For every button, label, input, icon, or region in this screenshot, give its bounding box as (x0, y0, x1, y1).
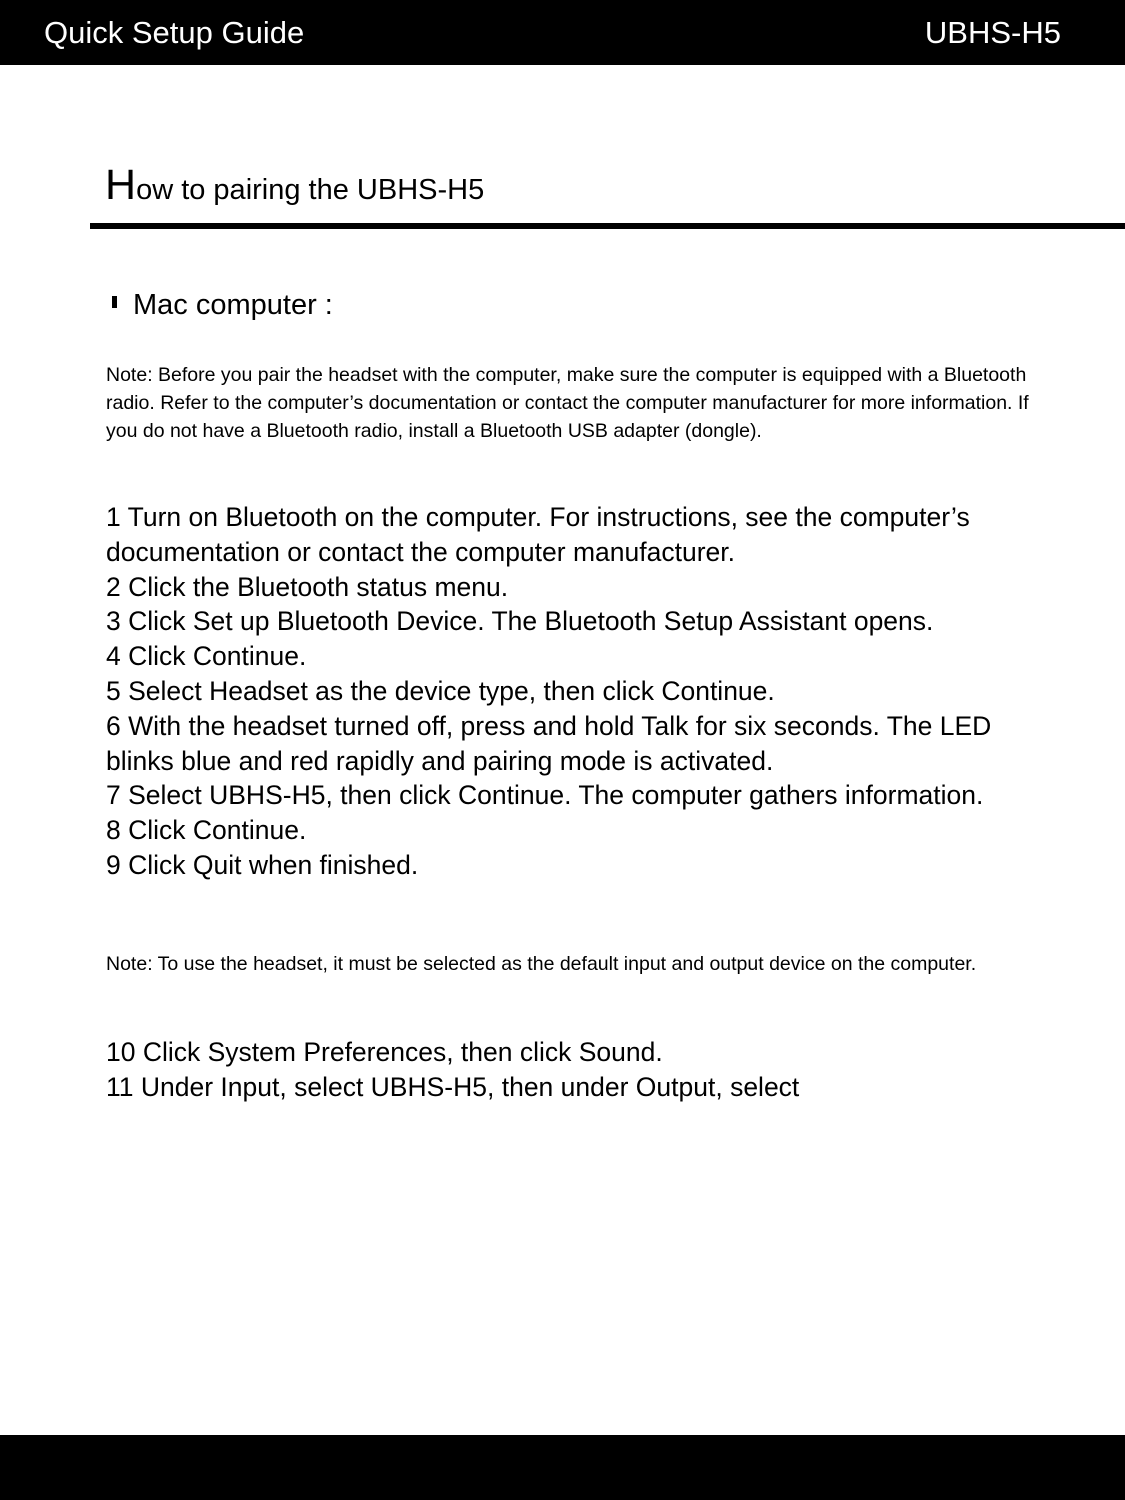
model-name: UBHS-H5 (924, 15, 1061, 50)
subsection-label: Mac computer : (133, 289, 333, 321)
steps-list (106, 500, 1036, 883)
step-item: 9 Click Quit when finished. (106, 849, 419, 880)
step-item: 2 Click the Bluetooth status menu. (106, 571, 509, 602)
title-divider (90, 223, 1125, 229)
step-item: 7 Select UBHS-H5, then click Continue. The computer gathers information. (106, 780, 984, 811)
footer-bar (0, 1435, 1125, 1500)
step-item: 3 Click Set up Bluetooth Device. The Bluetooth Setup Assistant opens. (106, 606, 934, 637)
step-item: 11 Under Input, select UBHS-H5, then under Output, select (106, 1071, 800, 1102)
subsection-heading (112, 287, 333, 323)
section-title-initial: H (105, 161, 137, 209)
step-item: 6 With the headset turned off, press and hold Talk for six seconds. The LED blinks blue and red rapidly and pairing mode is activated. (106, 710, 992, 776)
note-before-pairing: Note: Before you pair the headset with the computer, make sure the computer is equipped with a Bluetooth radio. Refer to the computer’s documentation or contact the computer manufacturer for more information. If you do not have a Bluetooth radio, install a Bluetooth USB adapter (dongle). (106, 364, 1029, 442)
bullet-marker (112, 296, 117, 308)
section-title-rest: ow to pairing the UBHS-H5 (136, 174, 485, 206)
header-bar (0, 0, 1125, 65)
step-item: 8 Click Continue. (106, 815, 307, 846)
section-title (105, 160, 484, 215)
note-default-device: Note: To use the headset, it must be selected as the default input and output device on the computer. (106, 953, 977, 975)
guide-title: Quick Setup Guide (44, 15, 305, 50)
step-item: 4 Click Continue. (106, 641, 307, 672)
steps-list-continued (106, 1035, 1036, 1105)
step-item: 5 Select Headset as the device type, then click Continue. (106, 675, 775, 706)
step-item: 10 Click System Preferences, then click Sound. (106, 1037, 663, 1067)
step-item: 1 Turn on Bluetooth on the computer. For instructions, see the computer’s documentation or contact the computer manufacturer. (106, 502, 970, 567)
